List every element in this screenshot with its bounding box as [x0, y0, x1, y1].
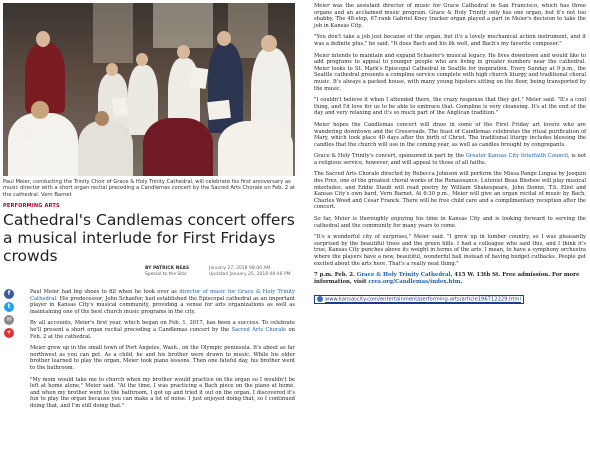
- right-paragraph: [314, 171, 586, 211]
- article-body-right: [314, 3, 586, 305]
- right-paragraph: [314, 234, 586, 267]
- right-paragraph: [314, 97, 586, 117]
- article-headline: Cathedral's Candlemas concert offers a musical interlude for First Fridays crowds: [3, 211, 295, 266]
- publish-dates: [209, 266, 291, 277]
- paragraph-text: on Feb. 2 at the cathedral.: [30, 326, 295, 340]
- facebook-icon[interactable]: f: [4, 289, 14, 299]
- author-role: Special to the Star: [145, 271, 187, 277]
- right-paragraph: [314, 122, 586, 148]
- left-paragraph: [30, 289, 295, 315]
- paragraph-text: Meier intends to maintain and expand Schaefer's musical legacy. He lives downtown and would like to add programs to appeal to younger people who are living in greater numbers near the cathedral. Meier looks to St. Mark's Episcopal Cathedral in Seattle for inspiration. Every Sunday at 9 p.m., the Seattle cathedral presents a compline service complete with high church liturgy and traditional choral music. It's always a packed house, with many young hipsters sitting on the floor, being transported by the music.: [314, 52, 586, 92]
- paragraph-text: , is not a religious service, however, and will appeal to those of all faiths.: [314, 153, 586, 166]
- paragraph-text: Meier grew up in the small town of Port Angeles, Wash., on the Olympic peninsula. It's about as far northwest as you can get. As a child, he and his brother were drawn to music. While his older brother learned to play the organ, Meier took piano lessons. Then one fateful day, his brother went to the bathroom.: [30, 345, 295, 371]
- right-paragraph: [314, 34, 586, 47]
- right-paragraph: [314, 53, 586, 93]
- share-icon[interactable]: +: [4, 328, 14, 338]
- trinity-choir-photo: [3, 3, 295, 176]
- social-share-bar: [4, 289, 16, 341]
- twitter-icon[interactable]: t: [4, 302, 14, 312]
- event-info-prefix: 7 p.m. Feb. 2.: [314, 272, 357, 279]
- source-url-text: www.kansascity.com/entertainment/performing-arts/article196712229.html: [325, 296, 521, 303]
- inline-link[interactable]: Sacred Arts Chorale: [231, 326, 287, 333]
- paragraph-text: "I couldn't believe it when I attended there, the crazy response that they get," Meier said. "It's a cool thing, and I'd love for us to be able to embrace that. Compline is very cleansing. It's at the end of the day and very relaxing and it's so much part of the Anglican tradition.": [314, 97, 586, 117]
- paragraph-text: Meier was the assistant director of music for Grace Cathedral in San Francisco, which has three organs and an acclaimed music program. Grace & Holy Trinity only has one organ, but it's not too shabby. The 48-stop, 67-rank Gabriel Kney tracker organ played a part in Meier's decision to take the job in Kansas City.: [314, 3, 586, 29]
- paragraph-text: "It's a wonderful city of surprises," Meier said. "I grew up in lumber country, so I was pleasantly surprised by the beautiful trees and the green hills. I had a colleague who said this, and I think it's true, Kansas City punches above its weight in terms of the arts. I mean, to have a symphony orchestra where the players have a new, beautiful, wonderful hall instead of having budget cutbacks. People get excited about the arts here. That's a really neat thing.": [314, 234, 586, 267]
- author-name[interactable]: BY PATRICK NEAS: [145, 266, 190, 272]
- paragraph-text: "You don't take a job just because of the organ, but it's a lovely mechanical action instrument, and it was a definite plus," he said. "It does Bach and his ilk well, and Bach's my favorite composer.": [314, 34, 586, 47]
- event-info-mid: , 415 W. 13th St. Free admission. For more information, visit: [314, 272, 580, 285]
- paragraph-text: So far, Meier is thoroughly enjoying his time in Kansas City and is looking forward to serving the cathedral and the community for many years to come.: [314, 216, 586, 229]
- updated-date: Updated January 25, 2018 08:46 PM: [209, 271, 291, 277]
- byline-row: [3, 266, 295, 280]
- email-icon[interactable]: ✉: [4, 315, 14, 325]
- right-paragraph: [314, 3, 586, 29]
- right-paragraph: [314, 216, 586, 229]
- left-paragraph: [30, 320, 295, 340]
- article-body-left: [30, 289, 295, 415]
- right-paragraphs: [314, 3, 586, 267]
- byline: [145, 266, 189, 277]
- event-info: [314, 272, 586, 286]
- paragraph-text: . His predecessor, John Schaefer, had established the Episcopal cathedral as an important player in Kansas City's musical community, providing a venue for arts organizations as well as maintaining one of the best church music programs in the city.: [30, 295, 295, 315]
- paragraph-text: By all accounts, Meier's first year, which began on Feb. 1, 2017, has been a success. To celebrate he'll present a short organ recital preceding a Candlemas concert by the: [30, 320, 295, 333]
- cathedral-link[interactable]: Grace & Holy Trinity Cathedral: [356, 272, 451, 279]
- left-column: [3, 3, 295, 280]
- inline-link[interactable]: director of music for Grace & Holy Trinity Cathedral: [30, 289, 295, 302]
- source-url[interactable]: [314, 295, 524, 304]
- right-paragraph: [314, 153, 586, 166]
- candlemas-link[interactable]: cres.org/Candlemas/index.htm: [368, 278, 461, 285]
- inline-link[interactable]: Greater Kansas City Interfaith Council: [465, 153, 568, 160]
- photo-caption: Paul Meier, conducting the Trinity Choir of Grace & Holy Trinity Cathedral, will celebrate his first anniversary as music director with a short organ recital preceding a Candlemas concert by the Sacred Arts Chorale on Feb. 2 at the cathedral. Vern Barnet: [3, 179, 295, 198]
- published-date: January 27, 2018 08:00 AM: [209, 266, 271, 272]
- section-label[interactable]: PERFORMING ARTS: [3, 203, 60, 210]
- paragraph-text: Meier hopes the Candlemas concert will draw in some of the First Friday art lovers who are wandering downtown and the Crossroads. The feast of Candlemas celebrates the ritual purification of Mary, which took place 40 days after the birth of Christ. The traditional liturgy includes blessing the candles that the church will use in the coming year, as well as candles brought by congregants.: [314, 121, 586, 148]
- left-paragraph: [30, 345, 295, 371]
- paragraph-text: Grace & Holy Trinity's concert, sponsored in part by the: [314, 153, 466, 160]
- left-paragraph: [30, 377, 295, 410]
- globe-icon: [317, 296, 323, 302]
- event-info-end: .: [460, 278, 463, 285]
- paragraph-text: Paul Meier had big shoes to fill when he took over as: [30, 289, 180, 295]
- paragraph-text: "My mom would take me to church when my brother would practice on the organ so I wouldn't be left at home alone," Meier said. "At the time, I was practicing a Bach piece on the piano at home, and when my brother went to the bathroom, I got up and tried it out on the organ. I discovered it's fun to play the organ because you can make a lot of noise. I just enjoyed doing that, so I continued doing that, and I'm still doing that.": [30, 376, 295, 409]
- paragraph-text: The Sacred Arts Chorale directed by Rebecca Johnson will perform the Missa Pange Lingua by Josquin des Prez, one of the greatest choral works of the Renaissance. Lutenist Beau Bledsoe will play musical interludes, and Eddie Staub will read poetry by William Shakespeare, John Donne, T.S. Eliot and Kansas City's own bard, Vern Barnet. At 6:30 p.m., Meier will give an organ recital of music by Bach, Charles Wood and César Franck. There will be free child care and a complimentary reception after the concert.: [314, 171, 586, 211]
